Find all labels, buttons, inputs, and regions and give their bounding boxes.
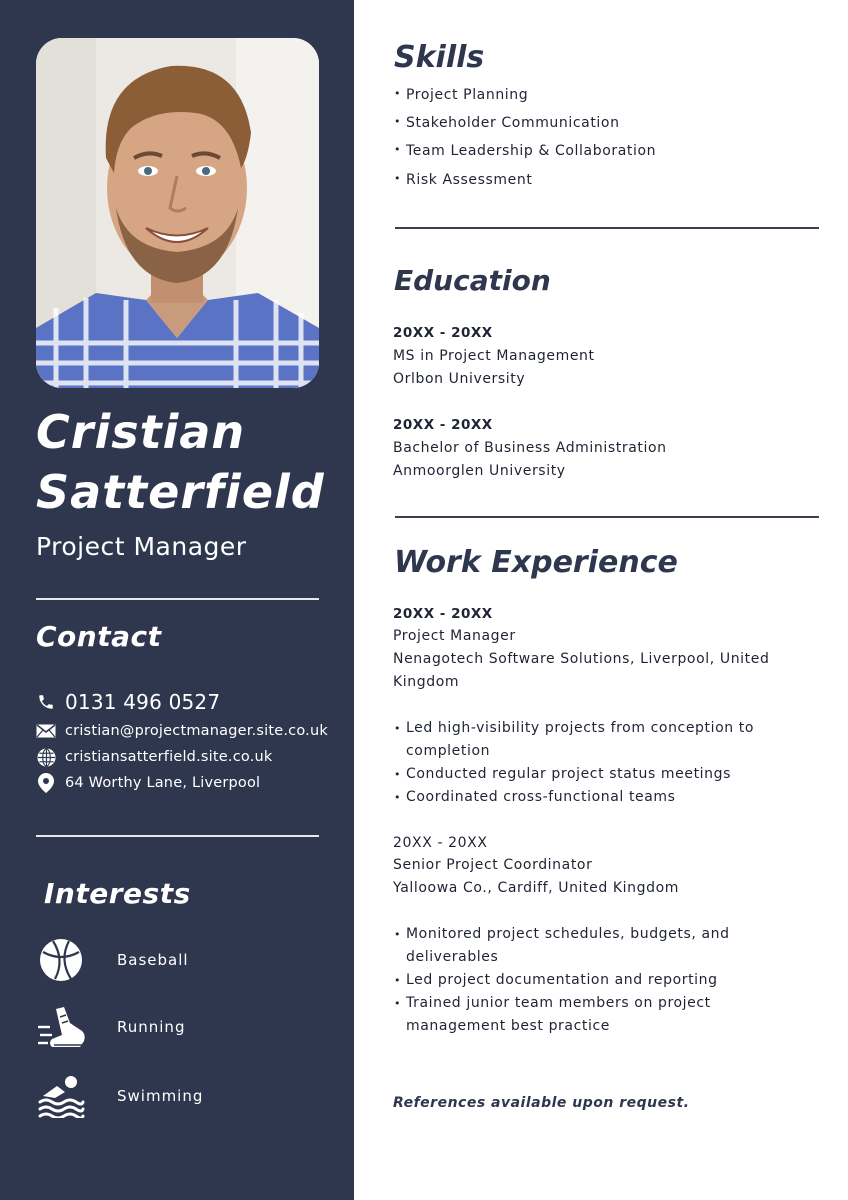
first-name: Cristian — [36, 405, 246, 459]
interest-item — [36, 1002, 186, 1052]
profile-photo — [36, 38, 319, 388]
education-heading: Education — [394, 264, 551, 297]
envelope-icon — [36, 721, 56, 741]
swimmer-icon — [36, 1071, 86, 1121]
education-years: 20XX - 20XX — [393, 417, 493, 433]
job-company: Nenagotech Software Solutions, Liverpool, United Kingdom — [393, 651, 770, 690]
divider — [36, 598, 319, 600]
education-school: Anmoorglen University — [393, 463, 566, 479]
interest-item — [36, 1071, 204, 1121]
skill-item: • Team Leadership & Collaboration — [394, 143, 656, 172]
skill-item: • Stakeholder Communication — [394, 115, 656, 143]
work-heading: Work Experience — [394, 545, 678, 580]
interest-label: Baseball — [117, 951, 189, 969]
job-bullet: • Coordinated cross-functional teams — [394, 786, 774, 809]
job-bullet: • Trained junior team members on project management best practice — [394, 992, 754, 1038]
job-bullet: • Conducted regular project status meetings — [394, 763, 774, 786]
phone-icon — [36, 692, 56, 712]
sidebar — [0, 0, 354, 1200]
running-shoe-icon — [36, 1002, 86, 1052]
job-bullets — [394, 923, 754, 1038]
job-bullet: • Led project documentation and reporting — [394, 969, 754, 992]
skills-list — [394, 87, 656, 200]
main-content — [354, 0, 848, 1200]
contact-heading: Contact — [36, 620, 162, 653]
globe-icon — [36, 747, 56, 767]
interest-label: Swimming — [117, 1087, 204, 1105]
job-years: 20XX - 20XX — [393, 835, 488, 851]
divider — [395, 227, 819, 229]
job-bullet: • Monitored project schedules, budgets, and deliverables — [394, 923, 754, 969]
contact-email[interactable] — [36, 721, 328, 741]
contact-address — [36, 773, 260, 793]
divider — [395, 516, 819, 518]
education-years: 20XX - 20XX — [393, 325, 493, 341]
contact-website[interactable] — [36, 747, 272, 767]
education-school: Orlbon University — [393, 371, 526, 387]
basketball-icon — [36, 935, 86, 985]
location-pin-icon — [36, 773, 56, 793]
phone-text: 0131 496 0527 — [65, 690, 221, 714]
job-years: 20XX - 20XX — [393, 606, 493, 622]
job-bullet: • Led high-visibility projects from conception to completion — [394, 717, 774, 763]
education-degree: Bachelor of Business Administration — [393, 440, 667, 456]
job-role: Project Manager — [393, 628, 516, 644]
education-degree: MS in Project Management — [393, 348, 595, 364]
references-note: References available upon request. — [393, 1095, 690, 1111]
email-text: cristian@projectmanager.site.co.uk — [65, 723, 328, 739]
address-text: 64 Worthy Lane, Liverpool — [65, 775, 261, 791]
skill-item: • Project Planning — [394, 87, 656, 115]
interests-heading: Interests — [44, 877, 191, 910]
skills-heading: Skills — [394, 40, 485, 75]
interest-label: Running — [117, 1018, 186, 1036]
job-company: Yalloowa Co., Cardiff, United Kingdom — [393, 880, 680, 896]
candidate-name — [36, 402, 336, 522]
contact-phone[interactable] — [36, 690, 220, 714]
interest-item — [36, 935, 189, 985]
job-bullets — [394, 717, 774, 809]
divider — [36, 835, 319, 837]
last-name: Satterfield — [36, 465, 325, 519]
website-text: cristiansatterfield.site.co.uk — [65, 749, 273, 765]
job-title: Project Manager — [36, 532, 247, 561]
job-role: Senior Project Coordinator — [393, 857, 593, 873]
skill-item: • Risk Assessment — [394, 172, 656, 200]
